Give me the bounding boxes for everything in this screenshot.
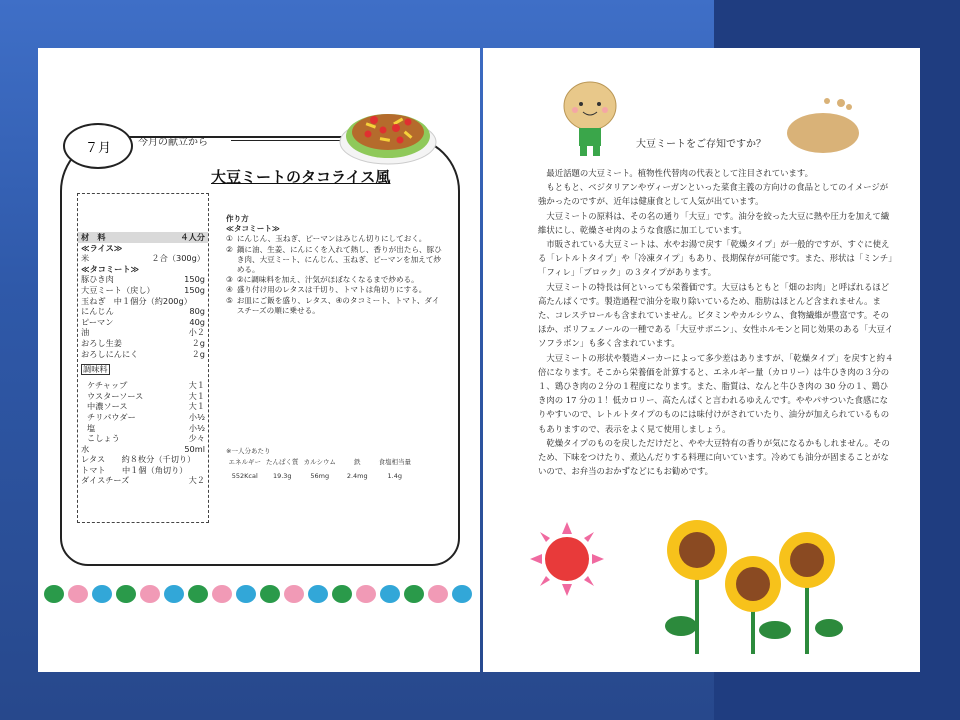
nutrition-note: ※一人分あたり <box>226 447 271 455</box>
method-step <box>226 285 444 295</box>
ingredient-qty: 80g <box>189 306 205 317</box>
ingredient-qty: 50ml <box>184 443 205 454</box>
ingredient-name: レタス 約８枚分（千切り） <box>81 454 196 465</box>
ingredient-row <box>78 317 208 328</box>
method-step <box>226 296 444 316</box>
nutrition-value: 1.4g <box>387 472 402 480</box>
ingredients-header: 材 料 ４人分 <box>78 232 208 243</box>
nutrition-spacer <box>414 472 452 480</box>
fan-icon <box>308 585 328 603</box>
ingredient-row <box>78 253 208 264</box>
ingredient-name: 米 <box>81 253 90 264</box>
ingredient-row <box>78 296 208 307</box>
article-paragraph: 大豆ミートの特長は何といっても栄養価です。大豆はもともと「畑のお肉」と呼ばれるほど高たんぱくです。製造過程で油分を取り除いているため、脂肪はほとんど含まれません。また、コレステロールも含まれていません。ビタミンやカルシウム、食物繊維が豊富です。そのほか、ポリフェノールの一種である「大豆サポニン」、女性ホルモンと同じ効果のある「大豆イソフラボン」も多く含まれています。 <box>538 281 894 349</box>
month-badge: ７月 <box>63 123 133 169</box>
ingredient-section: ≪ライス≫ <box>81 242 123 253</box>
nutrition-spacer <box>414 457 452 466</box>
nutrition-value: 19.3g <box>272 472 292 480</box>
decorative-border <box>44 585 476 605</box>
watermelon-icon <box>116 585 136 603</box>
ingredient-row <box>78 475 208 486</box>
method-step <box>226 245 444 276</box>
ingredient-name: 玉ねぎ 中１個分（約200g） <box>81 295 192 306</box>
step-text: ②に調味料を加え、汁気がほぼなくなるまで炒める。 <box>236 275 419 285</box>
watermelon-icon <box>188 585 208 603</box>
watermelon-icon <box>332 585 352 603</box>
seasoning-row <box>78 391 208 402</box>
seasoning-row <box>78 412 208 423</box>
nutrition-value: 552Kcal <box>231 472 258 480</box>
taco-rice-illustration <box>338 100 438 168</box>
ingredient-row <box>78 349 208 360</box>
seasoning-name: 中濃ソース <box>87 401 128 412</box>
seasoning-qty: 大１ <box>188 401 205 412</box>
seasoning-row <box>78 433 208 444</box>
fan-icon <box>236 585 256 603</box>
seasoning-label: 調味料 <box>83 364 108 375</box>
mosquito-coil-icon <box>212 585 232 603</box>
article-paragraph: 最近話題の大豆ミート。植物性代替肉の代表として注目されています。 <box>546 168 813 178</box>
ingredient-row <box>78 327 208 338</box>
method-title: 作り方 <box>226 214 249 223</box>
soybean-character-icon <box>555 80 625 158</box>
method-step <box>226 275 444 285</box>
ingredients-box <box>77 193 209 523</box>
right-page <box>483 48 920 672</box>
step-number: ⑤ <box>226 295 233 305</box>
watermelon-icon <box>44 585 64 603</box>
method-step <box>226 234 444 244</box>
step-number: ③ <box>226 275 233 285</box>
mosquito-coil-icon <box>356 585 376 603</box>
ingredient-row <box>78 338 208 349</box>
subtitle: 今月の献立から <box>138 137 208 148</box>
fan-icon <box>380 585 400 603</box>
article-paragraph: 大豆ミートの原料は、その名の通り「大豆」です。油分を絞った大豆に熱や圧力を加えて繊維状にし、乾燥させ肉のような食感に加工しています。 <box>538 210 890 235</box>
step-number: ④ <box>226 285 233 295</box>
left-page <box>38 48 480 672</box>
ingredients-list <box>78 243 208 360</box>
ingredient-name: 油 <box>81 327 90 338</box>
nutrition-label: エネルギー <box>228 458 261 466</box>
watermelon-icon <box>404 585 424 603</box>
ingredient-qty: ２g <box>191 348 205 359</box>
method-section: ≪タコミート≫ <box>226 224 280 234</box>
nutrition-label: 食塩相当量 <box>378 458 411 466</box>
ingredient-row <box>78 444 208 455</box>
seasoning-qty: 小½ <box>188 422 205 433</box>
seasoning-name: チリパウダー <box>87 411 136 422</box>
article-paragraph: もともと、ベジタリアンやヴィーガンといった菜食主義の方向けの食品としてのイメージが強かったのですが、近年は健康食として人気が出ています。 <box>538 182 889 207</box>
seasoning-qty: 少々 <box>188 433 205 444</box>
seasoning-qty: 小½ <box>188 411 205 422</box>
fan-icon <box>92 585 112 603</box>
ingredient-name: 豚ひき肉 <box>81 274 114 285</box>
article-body <box>538 166 895 478</box>
seasoning-name: こしょう <box>87 433 120 444</box>
ingredient-row <box>78 306 208 317</box>
seasoning-name: ケチャップ <box>87 380 128 391</box>
ingredient-name: おろしにんにく <box>81 348 139 359</box>
nutrition-label: たんぱく質 <box>266 458 299 466</box>
subtitle-line <box>231 140 341 141</box>
article-paragraph: 大豆ミートの形状や製造メーカーによって多少差はありますが、「乾燥タイプ」を戻すと約４倍になります。そこから栄養価を計算すると、エネルギー量（カロリー）は牛ひき肉の３分の１、鶏ひき肉の２分の１程度になります。また、脂質は、なんと牛ひき肉の 30 分の１、鶏ひき肉の 17 分の１！低カロリー、高たんぱくと言われるゆえんです。ややパサついた食感になりやすいので、レトルトタイプのものには味付けがされていたり、油分が加えられているものもありますので、表示をよく見て使用しましょう。 <box>538 352 894 434</box>
ingredient-qty: 150g <box>184 284 205 295</box>
seasonings-list <box>78 380 208 444</box>
ingredient-row <box>78 465 208 476</box>
seasoning-qty: 大１ <box>188 380 205 391</box>
watermelon-icon <box>260 585 280 603</box>
ingredient-section: ≪タコミート≫ <box>81 263 140 274</box>
nutrition-value: 2.4mg <box>346 472 368 480</box>
step-number: ② <box>226 244 233 254</box>
ingredient-name: ピーマン <box>81 316 114 327</box>
step-number: ① <box>226 234 233 244</box>
mosquito-coil-icon <box>140 585 160 603</box>
article-heading: 大豆ミートをご存知ですか？ <box>636 139 766 150</box>
nutrition-value: 56mg <box>310 472 330 480</box>
ingredient-qty: 小２ <box>188 327 205 338</box>
step-text: 盛り付け用のレタスは千切り、トマトは角切りにする。 <box>236 285 427 295</box>
fan-icon <box>452 585 472 603</box>
recipe-title: 大豆ミートのタコライス風 <box>211 168 391 186</box>
nutrition-table <box>226 446 451 480</box>
ingredient-name: にんじん <box>81 306 114 317</box>
seasoning-row <box>78 401 208 412</box>
method-steps <box>226 214 444 316</box>
article-paragraph: 乾燥タイプのものを戻しただけだと、やや大豆特有の香りが気になるかもしれません。そのため、下味をつけたり、煮込んだりする料理に向いています。冷めても油分が固まることがないので、お弁当のおかずなどにもお勧めです。 <box>538 437 890 477</box>
ingredient-row <box>78 454 208 465</box>
sun-icon <box>528 520 606 598</box>
seasoning-row <box>78 380 208 391</box>
mosquito-coil-icon <box>284 585 304 603</box>
article-paragraph: 市販されている大豆ミートは、水やお湯で戻す「乾燥タイプ」が一般的ですが、すぐに使える「レトルトタイプ」や「冷凍タイプ」もあり、長期保存が可能です。また、形状は「ミンチ」「フィレ」「ブロック」の３タイプがあります。 <box>538 239 893 278</box>
others-list <box>78 444 208 486</box>
ingredient-row <box>78 285 208 296</box>
nutrition-label: カルシウム <box>303 458 336 466</box>
ingredient-qty: 大２ <box>188 475 205 486</box>
ingredient-qty: ２合（300g） <box>151 253 205 264</box>
ingredient-name: 大豆ミート（戻し） <box>81 284 155 295</box>
nutrition-label: 鉄 <box>354 458 361 466</box>
step-text: 鍋に油、生姜、にんにくを入れて熱し、香りが出たら、豚ひき肉、大豆ミート、にんじん、玉ねぎ、ピーマンを加えて炒める。 <box>236 244 442 275</box>
soy-meat-illustration <box>783 93 863 155</box>
ingredient-name: 水 <box>81 443 90 454</box>
ingredient-qty: ２g <box>191 337 205 348</box>
sunflowers-illustration <box>661 516 851 654</box>
mosquito-coil-icon <box>68 585 88 603</box>
ingredient-name: おろし生姜 <box>81 337 122 348</box>
seasoning-name: 塩 <box>87 422 96 433</box>
mosquito-coil-icon <box>428 585 448 603</box>
step-text: にんじん、玉ねぎ、ピーマンはみじん切りにしておく。 <box>236 234 427 244</box>
ingredient-qty: 40g <box>189 316 205 327</box>
seasoning-qty: 大１ <box>188 390 205 401</box>
ingredient-row <box>78 274 208 285</box>
ingredient-name: ダイスチーズ <box>81 475 130 486</box>
step-text: お皿にご飯を盛り、レタス、④のタコミート、トマト、ダイスチーズの順に乗せる。 <box>236 295 440 315</box>
seasoning-name: ウスターソース <box>87 390 144 401</box>
fan-icon <box>164 585 184 603</box>
seasoning-row <box>78 423 208 434</box>
ingredient-qty: 150g <box>184 274 205 285</box>
ingredient-name: トマト 中１個（角切り） <box>81 464 188 475</box>
